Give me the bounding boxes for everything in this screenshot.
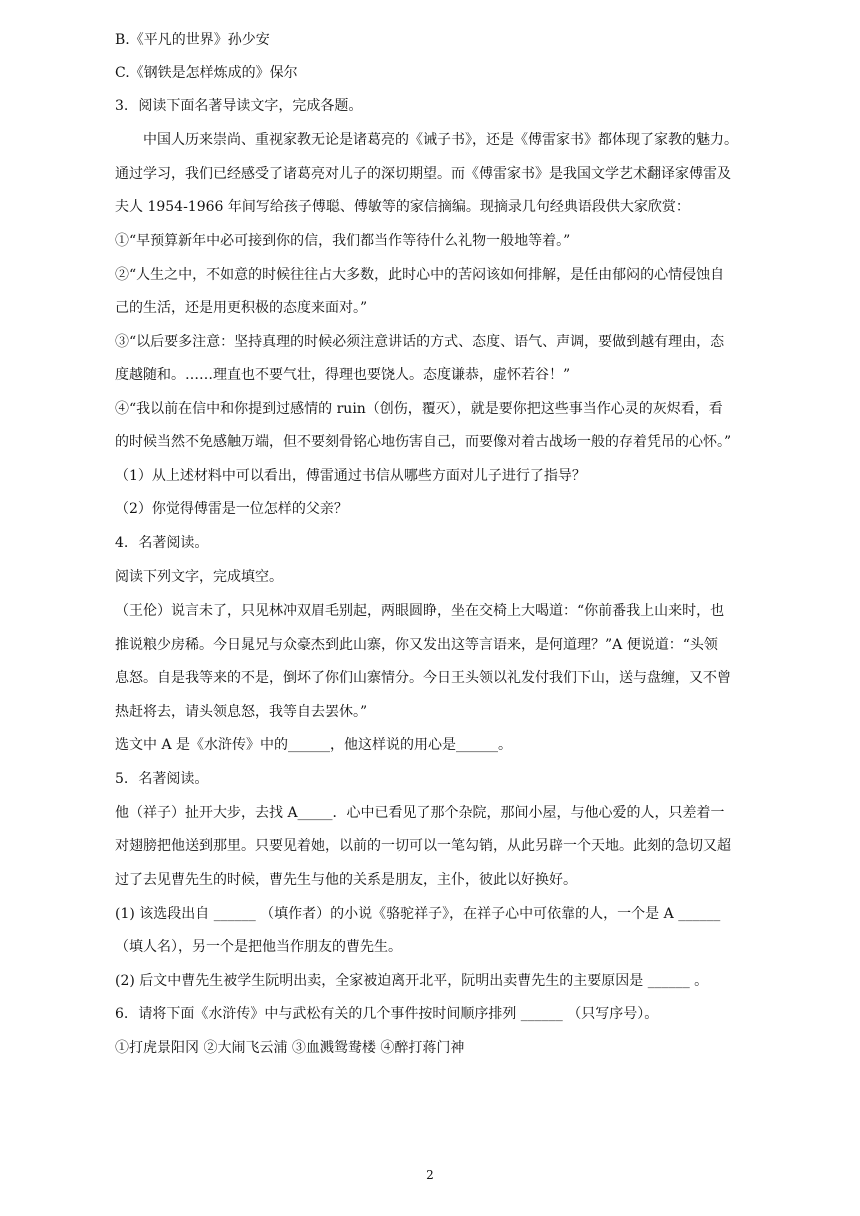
- question-line: [115, 96, 362, 116]
- text-line: [115, 197, 690, 217]
- line-text: 息怒。自是我等来的不是，倒坏了你们山寨情分。今日王头领以礼发付我们下山，送与盘缠，又不曾: [115, 670, 731, 686]
- text-line: [115, 63, 298, 83]
- text-line: [115, 904, 720, 924]
- line-text: ①打虎景阳冈 ②大闹飞云浦 ③血溅鸳鸯楼 ④醉打蒋门神: [115, 1040, 465, 1056]
- line-text: （2）你觉得傅雷是一位怎样的父亲？: [115, 501, 348, 517]
- text-line: [115, 399, 723, 419]
- line-text: 阅读下面名著导读文字，完成各题。: [138, 98, 363, 114]
- line-text: (1) 该选段出自 ______ （填作者）的小说《骆驼祥子》，在祥子心中可依靠的人，一个是 A ______: [115, 906, 721, 922]
- text-line: [115, 567, 283, 587]
- text-line: [115, 1038, 464, 1058]
- text-line: [115, 365, 570, 385]
- text-line: [115, 332, 724, 352]
- line-text: 名著阅读。: [138, 771, 209, 787]
- text-line: [115, 803, 725, 823]
- line-text: ④“我以前在信中和你提到过感情的 ruin（创伤，覆灭），就是要你把这些事当作心灵的灰烬看，看: [115, 401, 723, 417]
- text-line: [115, 702, 367, 722]
- question-number: 3.: [115, 98, 129, 114]
- text-line: [115, 432, 731, 452]
- text-line: [115, 971, 708, 991]
- text-line: [115, 668, 731, 688]
- text-line: [115, 298, 367, 318]
- line-text: ①“早预算新年中必可接到你的信，我们都当作等待什么礼物一般地等着。”: [115, 233, 571, 249]
- text-line: [115, 164, 731, 184]
- line-text: 推说粮少房稀。今日晁兄与众豪杰到此山寨，你又发出这等言语来，是何道理？”A 便说道：“头领: [115, 637, 718, 653]
- question-line: [115, 533, 208, 553]
- line-text: （填人名），另一个是把他当作朋友的曹先生。: [115, 939, 402, 955]
- line-text: ②“人生之中，不如意的时候往往占大多数，此时心中的苦闷该如何排解，是任由郁闷的心情侵蚀自: [115, 267, 725, 283]
- line-text: B.《平凡的世界》孙少安: [115, 32, 270, 48]
- text-line: [115, 499, 348, 519]
- text-line: [115, 836, 731, 856]
- line-text: 名著阅读。: [138, 535, 209, 551]
- text-line: [115, 870, 577, 890]
- line-text: 阅读下列文字，完成填空。: [115, 569, 283, 585]
- line-text: 通过学习，我们已经感受了诸葛亮对儿子的深切期望。而《傅雷家书》是我国文学艺术翻译家傅雷及: [115, 166, 731, 182]
- page-number: 2: [426, 1168, 434, 1182]
- text-line: [115, 466, 586, 486]
- line-text: 夫人 1954-1966 年间写给孩子傅聪、傅敏等的家信摘编。现摘录几句经典语段供大家欣赏：: [115, 199, 690, 215]
- text-line: [143, 130, 738, 150]
- text-line: [115, 635, 718, 655]
- text-line: [115, 231, 570, 251]
- text-line: [115, 937, 402, 957]
- line-text: 热赶将去，请头领息怒，我等自去罢休。”: [115, 704, 368, 720]
- text-line: [115, 30, 270, 50]
- text-line: [115, 601, 724, 621]
- text-line: [115, 265, 724, 285]
- question-line: [115, 1004, 658, 1024]
- line-text: 己的生活，还是用更积极的态度来面对。”: [115, 300, 368, 316]
- line-text: 对翅膀把他送到那里。只要见着她，以前的一切可以一笔勾销，从此另辟一个天地。此刻的急切又超: [115, 838, 731, 854]
- question-line: [115, 769, 208, 789]
- question-number: 5.: [115, 771, 129, 787]
- line-text: (2) 后文中曹先生被学生阮明出卖，全家被迫离开北平，阮明出卖曹先生的主要原因是 ______ 。: [115, 973, 709, 989]
- line-text: 选文中 A 是《水浒传》中的______，他这样说的用心是______。: [115, 737, 513, 753]
- line-text: 中国人历来崇尚、重视家教无论是诸葛亮的《诫子书》，还是《傅雷家书》都体现了家教的魅力。: [143, 132, 738, 148]
- line-text: 过了去见曹先生的时候，曹先生与他的关系是朋友，主仆，彼此以好换好。: [115, 872, 577, 888]
- text-line: [115, 735, 512, 755]
- line-text: 他（祥子）扯开大步，去找 A_____．心中已看见了那个杂院，那间小屋，与他心爱的人，只差着一: [115, 805, 725, 821]
- line-text: C.《钢铁是怎样炼成的》保尔: [115, 65, 298, 81]
- line-text: 请将下面《水浒传》中与武松有关的几个事件按时间顺序排列 ______ （只写序号）。: [138, 1006, 659, 1022]
- line-text: 的时候当然不免感触万端，但不要刻骨铭心地伤害自己，而要像对着古战场一般的存着凭吊的心怀。”: [115, 434, 732, 450]
- line-text: （1）从上述材料中可以看出，傅雷通过书信从哪些方面对儿子进行了指导？: [115, 468, 586, 484]
- question-number: 6.: [115, 1006, 129, 1022]
- line-text: ③“以后要多注意：坚持真理的时候必须注意讲话的方式、态度、语气、声调，要做到越有理由，态: [115, 334, 725, 350]
- question-number: 4.: [115, 535, 129, 551]
- line-text: （王伦）说言未了，只见林冲双眉毛别起，两眼圆睁，坐在交椅上大喝道：“你前番我上山来时，也: [115, 603, 725, 619]
- line-text: 度越随和。……理直也不要气壮，得理也要饶人。态度谦恭，虚怀若谷！”: [115, 367, 571, 383]
